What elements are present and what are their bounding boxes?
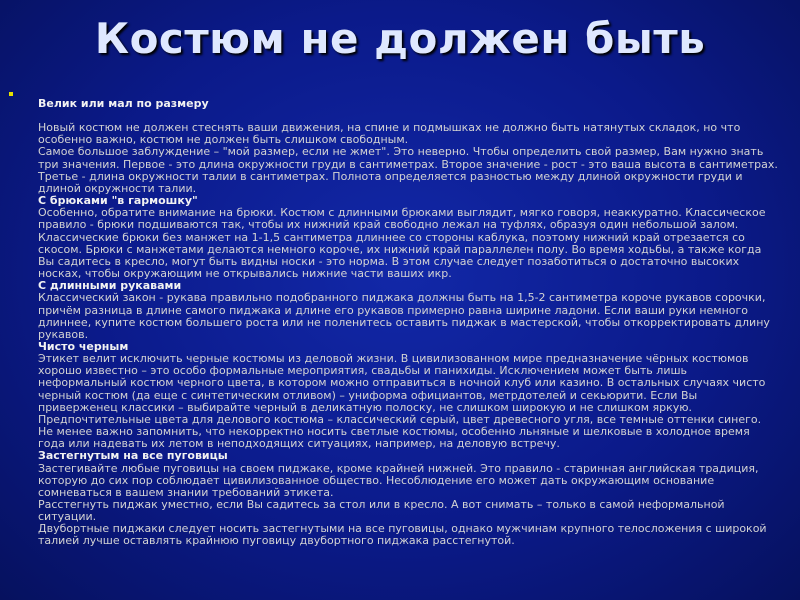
paragraph: Не менее важно запомнить, что некорректно носить светлые костюмы, особенно льняные и шелковые в холодное время года или надевать их летом в неподходящих ситуациях, например, на деловую встречу. [38,425,750,451]
section-heading: Велик или мал по размеру [38,97,209,110]
paragraph: Расстегнуть пиджак уместно, если Вы садитесь за стол или в кресло. А вот снимать – только в самой неформальной ситуации. [38,498,725,524]
slide-body [38,98,778,548]
paragraph: Классический закон - рукава правильно подобранного пиджака должны быть на 1,5-2 сантиметра короче рукавов сорочки, причём разница в длине самого пиджака и длине его рукавов примерно равна ширине ладони. Если ваши руки немного длиннее, купите костюм большего роста или не поленитесь оставить пиджак в мастерской, чтобы откорректировать длину рукавов. [38,291,770,341]
paragraph: Этикет велит исключить черные костюмы из деловой жизни. В цивилизованном мире предназначение чёрных костюмов хорошо известно – это особо формальные мероприятия, свадьбы и панихиды. Исключением может быть лишь неформальный костюм черного цвета, в котором можно отправиться в ночной клуб или казино. В остальных случаях чисто черный костюм (да еще с синтетическим отливом) – униформа официантов, метрдотелей и секьюрити. Если Вы приверженец классики – выбирайте черный в деликатную полоску, не слишком широкую и не слишком яркую. Предпочтительные цвета для делового костюма – классический серый, цвет древесного угля, все темные оттенки синего. [38,352,766,426]
section-heading: С длинными рукавами [38,279,182,293]
slide-title: Костюм не должен быть [94,14,706,63]
bullet-icon [9,92,13,96]
paragraph: Особенно, обратите внимание на брюки. Костюм с длинными брюками выглядит, мягко говоря, неаккуратно. Классическое правило - брюки подшиваются так, чтобы их нижний край свободно лежал на туфлях, образуя один небольшой залом. Классические брюки без манжет на 1-1,5 сантиметра длиннее со стороны каблука, поэтому нижний край отрезается со скосом. Брюки с манжетами делаются немного короче, их нижний край параллелен полу. Во время ходьбы, а также когда Вы садитесь в кресло, могут быть видны носки - это норма. В этом случае следует позаботиться о достаточно высоких носках, чтобы окружающим не открывались нижние части ваших икр. [38,206,766,281]
paragraph: Застегивайте любые пуговицы на своем пиджаке, кроме крайней нижней. Это правило - старинная английская традиция, которую до сих пор соблюдает цивилизованное общество. Несоблюдение его может дать окружающим основание сомневаться в вашем знании требований этикета. [38,461,759,499]
paragraph: Двубортные пиджаки следует носить застегнутыми на все пуговицы, однако мужчинам крупного телосложения с широкой талией лучше оставлять крайнюю пуговицу двубортного пиджака расстегнутой. [38,522,767,548]
section-heading: Застегнутым на все пуговицы [38,449,228,463]
paragraph: Самое большое заблуждение – "мой размер, если не жмет". Это неверно. Чтобы определить свой размер, Вам нужно знать три значения. Первое - это длина окружности груди в сантиметрах. Второе значение - рост - это ваша высота в сантиметрах. Третье - длина окружности талии в сантиметрах. Полнота определяется разностью между длиной окружности груди и длиной окружности талии. [38,145,778,195]
paragraph: Новый костюм не должен стеснять ваши движения, на спине и подмышках не должно быть натянутых складок, но что особенно важно, костюм не должен быть слишком свободным. [38,121,741,147]
section-heading: С брюками "в гармошку" [38,194,198,208]
section-heading: Чисто черным [38,339,129,353]
